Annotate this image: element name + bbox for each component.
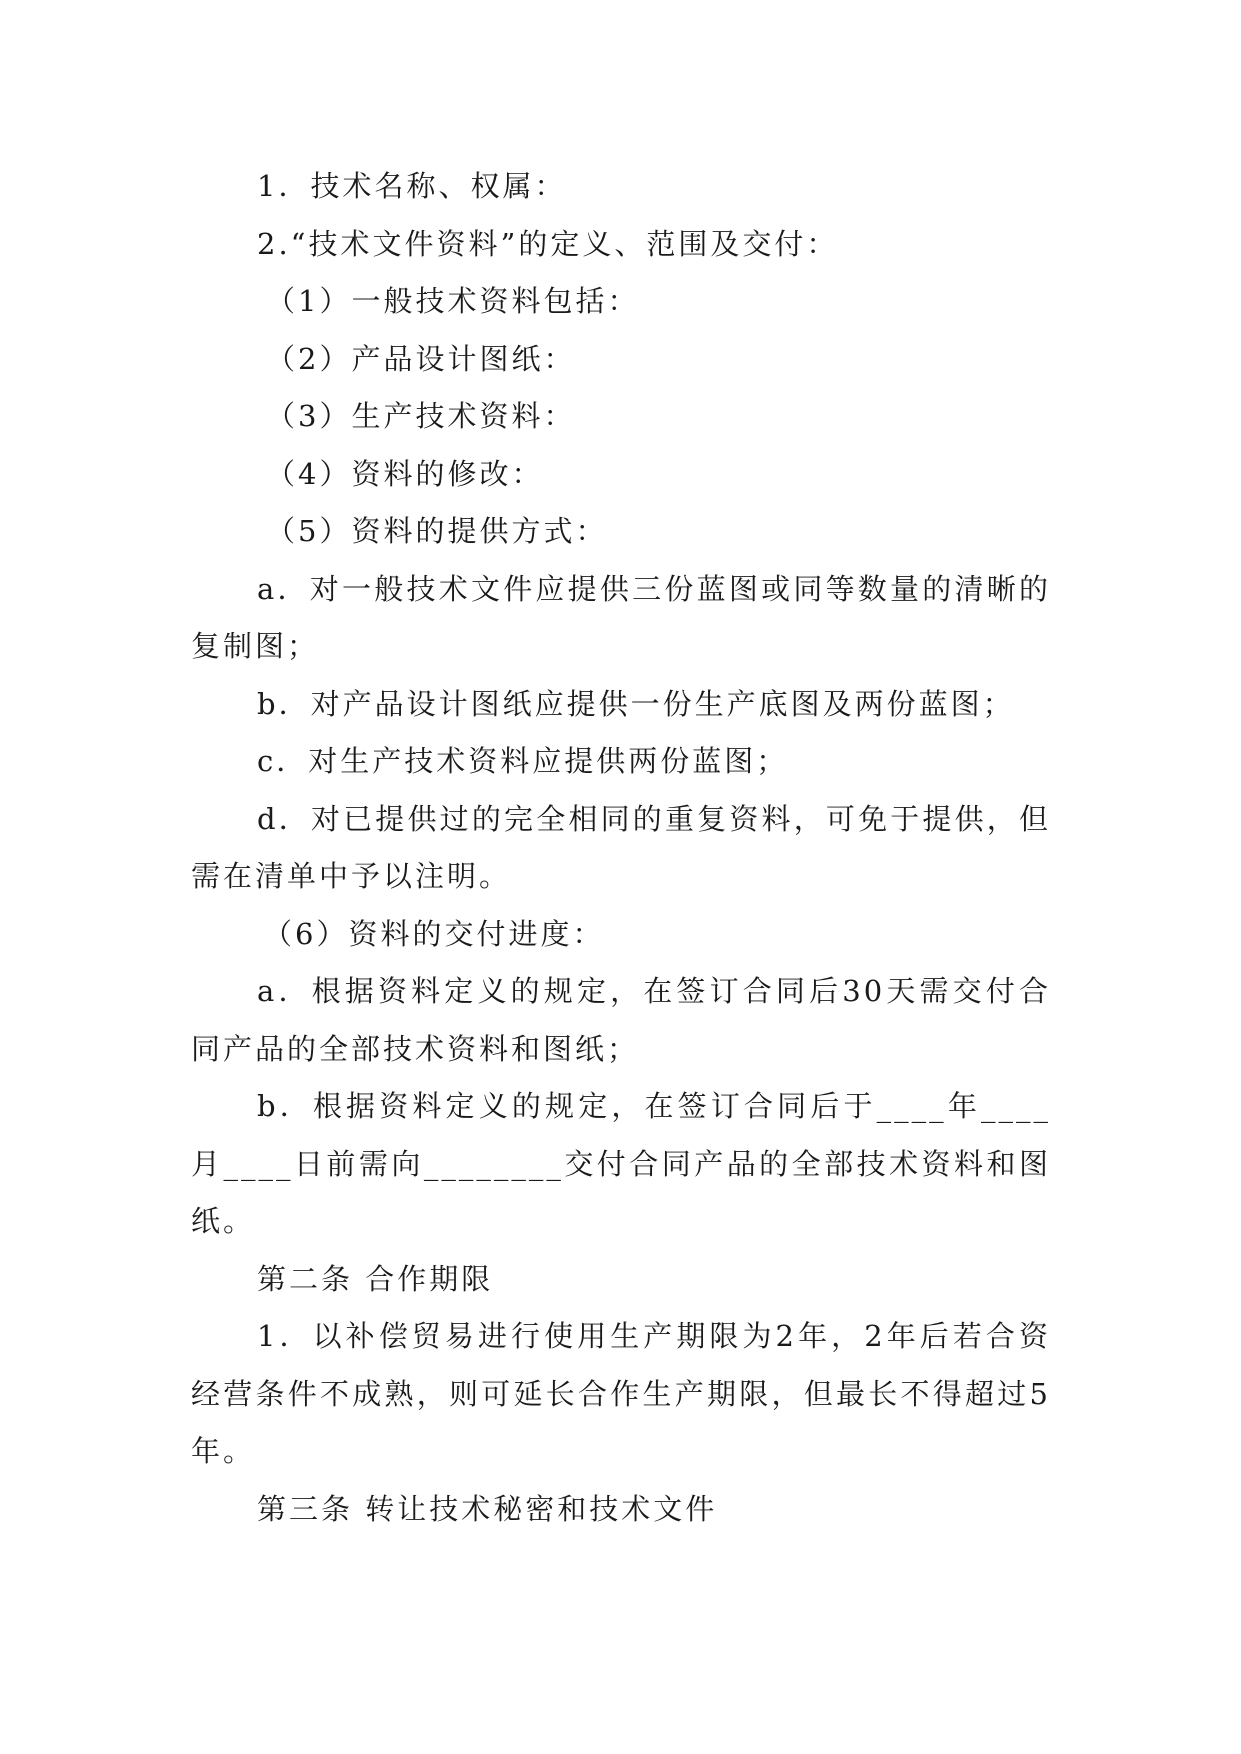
subitem-delivery-schedule: （6）资料的交付进度：: [263, 916, 605, 951]
document-body: [191, 158, 1051, 1538]
subitem-general-materials: （1）一般技术资料包括：: [266, 284, 640, 318]
subitem-product-drawings: （2）产品设计图纸：: [266, 341, 576, 376]
clause-a-delivery-30-days: a．根据资料定义的规定，在签订合同后30天需交付合同产品的全部技术资料和图纸；: [191, 974, 1051, 1066]
clause-c-production-blueprints: c．对生产技术资料应提供两份蓝图；: [257, 744, 789, 778]
article-two-item-1: 1．以补偿贸易进行使用生产期限为2年，2年后若合资经营条件不成熟，则可延长合作生产期限，但最长不得超过5年。: [191, 1319, 1051, 1468]
item-technical-documents-definition: 2.“技术文件资料”的定义、范围及交付：: [257, 226, 839, 261]
clause-a-blueprints: a．对一般技术文件应提供三份蓝图或同等数量的清晰的复制图；: [191, 571, 1051, 663]
subitem-delivery-method: （5）资料的提供方式：: [266, 514, 608, 548]
clause-b-design-drawings: b．对产品设计图纸应提供一份生产底图及两份蓝图；: [257, 686, 1015, 721]
subitem-material-revision: （4）资料的修改：: [266, 456, 544, 491]
clause-d-duplicate-materials: d．对已提供过的完全相同的重复资料，可免于提供，但需在清单中予以注明。: [191, 801, 1051, 893]
clause-b-delivery-date: b．根据资料定义的规定，在签订合同后于____年____月____日前需向________交付合同产品的全部技术资料和图纸。: [191, 1089, 1051, 1238]
item-technology-name: 1．技术名称、权属：: [257, 169, 567, 203]
subitem-production-materials: （3）生产技术资料：: [266, 399, 576, 433]
article-two-heading: 第二条 合作期限: [257, 1261, 494, 1296]
article-three-heading: 第三条 转让技术秘密和技术文件: [257, 1491, 718, 1526]
